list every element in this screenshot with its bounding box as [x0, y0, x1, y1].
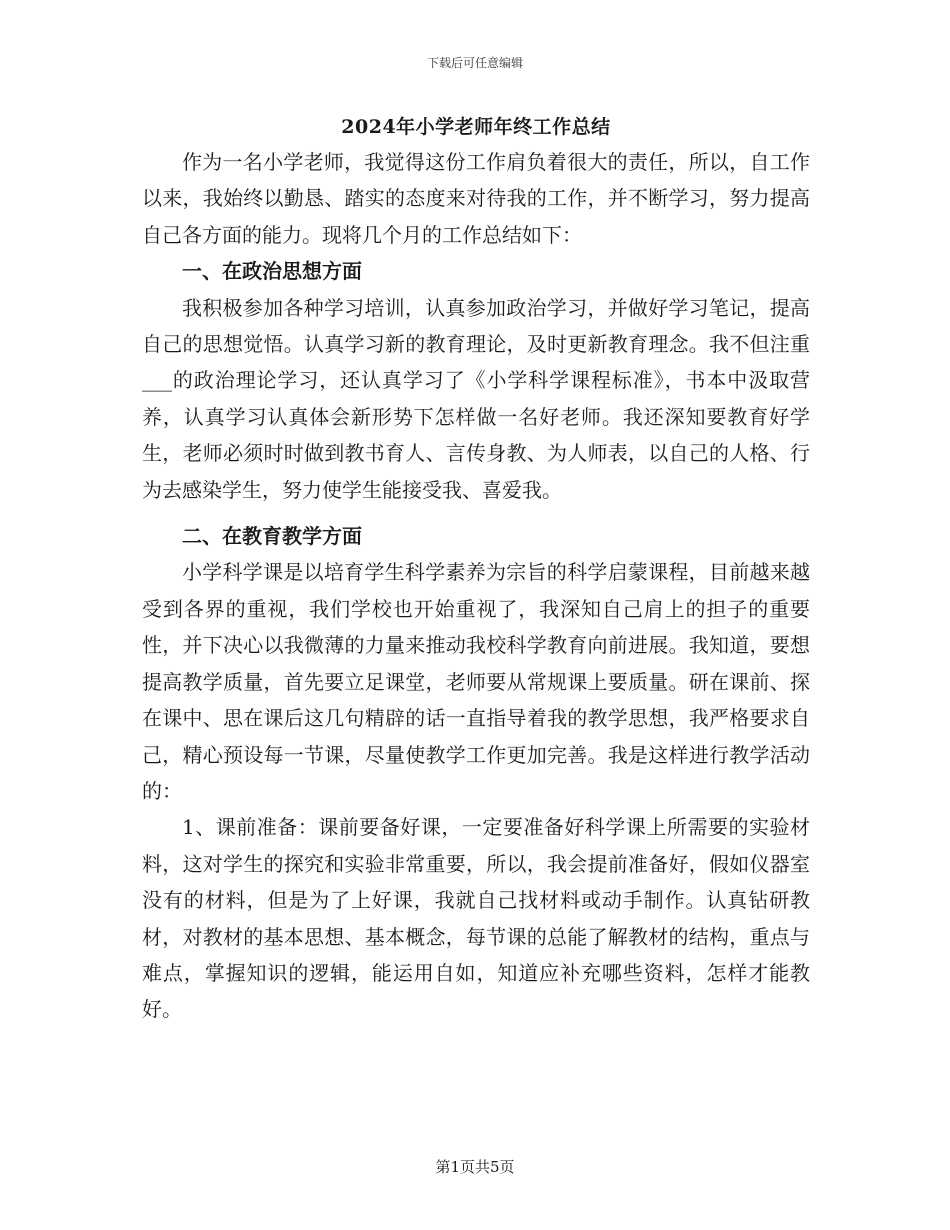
document-title: 2024年小学老师年终工作总结: [341, 116, 611, 138]
header-note: 下载后可任意编辑: [426, 56, 523, 70]
intro-paragraph: 作为一名小学老师，我觉得这份工作肩负着很大的责任，所以，自工作以来，我始终以勤恳、踏实的态度来对待我的工作，并不断学习，努力提高自己各方面的能力。现将几个月的工作总结如下：: [142, 150, 810, 247]
section-heading-political: 一、在政治思想方面: [182, 259, 362, 284]
section-body-teaching: 小学科学课是以培育学生科学素养为宗旨的科学启蒙课程，目前越来越受到各界的重视，我们学校也开始重视了，我深知自己肩上的担子的重要性，并下决心以我微薄的力量来推动我校科学教育向前进展。我知道，要想提高教学质量，首先要立足课堂，老师要从常规课上要质量。研在课前、探在课中、思在课后这几句精辟的话一直指导着我的教学思想，我严格要求自己，精心预设每一节课，尽量使教学工作更加完善。我是这样进行教学活动的：: [142, 560, 810, 803]
section-heading-teaching: 二、在教育教学方面: [182, 524, 362, 549]
list-item-preparation: 1、课前准备：课前要备好课，一定要准备好科学课上所需要的实验材料，这对学生的探究和实验非常重要，所以，我会提前准备好，假如仪器室没有的材料，但是为了上好课，我就自己找材料或动手制作。认真钻研教材，对教材的基本思想、基本概念，每节课的总能了解教材的结构，重点与难点，掌握知识的逻辑，能运用自如，知道应补充哪些资料，怎样才能教好。: [142, 815, 810, 1022]
document-body: [142, 110, 810, 1028]
section-body-political: 我积极参加各种学习培训，认真参加政治学习，并做好学习笔记，提高自己的思想觉悟。认真学习新的教育理论，及时更新教育理念。我不但注重___的政治理论学习，还认真学习了《小学科学课程标准》，书本中汲取营养，认真学习认真体会新形势下怎样做一名好老师。我还深知要教育好学生，老师必须时时做到教书育人、言传身教、为人师表，以自己的人格、行为去感染学生，努力使学生能接受我、喜爱我。: [142, 295, 810, 502]
page-number: 第1页共5页: [435, 1158, 515, 1176]
